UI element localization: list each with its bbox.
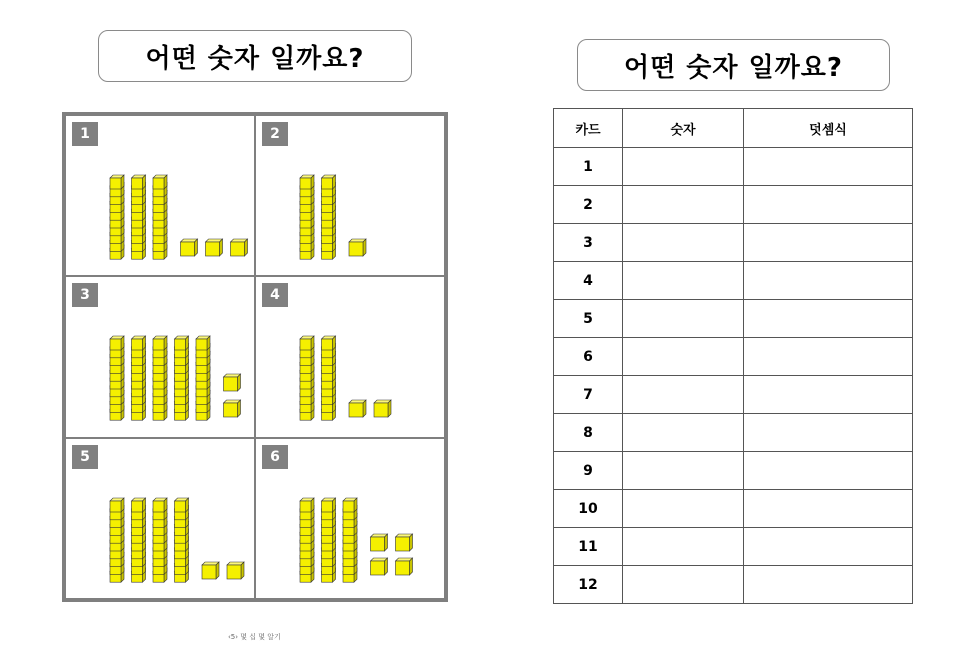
one-cube (227, 562, 244, 579)
ten-rod (300, 336, 314, 420)
one-cube (374, 400, 391, 417)
row-card-label: 11 (554, 528, 623, 566)
left-title: 어떤 숫자 일까요? (145, 43, 365, 74)
ten-rod (132, 498, 146, 582)
addition-answer-cell[interactable] (744, 262, 913, 300)
ten-rod (300, 175, 314, 259)
card-number-badge: 5 (72, 445, 98, 469)
ten-rod (132, 336, 146, 420)
one-cube (224, 400, 241, 417)
table-header-row (554, 109, 913, 148)
number-answer-cell[interactable] (623, 300, 744, 338)
number-answer-cell[interactable] (623, 376, 744, 414)
table-row (554, 186, 913, 224)
row-card-label: 12 (554, 566, 623, 604)
one-cube (224, 374, 241, 391)
card-number-badge: 1 (72, 122, 98, 146)
table-row (554, 414, 913, 452)
row-card-label: 8 (554, 414, 623, 452)
row-card-label: 2 (554, 186, 623, 224)
ten-rod (110, 175, 124, 259)
row-card-label: 6 (554, 338, 623, 376)
row-card-label: 3 (554, 224, 623, 262)
one-cube (349, 400, 366, 417)
card-4 (255, 276, 445, 437)
number-answer-cell[interactable] (623, 528, 744, 566)
table-row (554, 300, 913, 338)
row-card-label: 7 (554, 376, 623, 414)
base-ten-blocks (66, 277, 257, 439)
addition-answer-cell[interactable] (744, 338, 913, 376)
header-card: 카드 (554, 109, 623, 148)
row-card-label: 9 (554, 452, 623, 490)
table-row (554, 376, 913, 414)
ten-rod (300, 498, 314, 582)
right-title: 어떤 숫자 일까요? (624, 52, 843, 83)
ten-rod (322, 498, 336, 582)
number-answer-cell[interactable] (623, 566, 744, 604)
addition-answer-cell[interactable] (744, 300, 913, 338)
card-5 (65, 438, 255, 599)
addition-answer-cell[interactable] (744, 376, 913, 414)
ten-rod (175, 336, 189, 420)
page-footer: ‹5› 몇 십 몇 알기 (228, 633, 281, 641)
row-card-label: 5 (554, 300, 623, 338)
one-cube (231, 239, 248, 256)
card-2 (255, 115, 445, 276)
addition-answer-cell[interactable] (744, 566, 913, 604)
number-answer-cell[interactable] (623, 414, 744, 452)
one-cube (396, 534, 413, 551)
card-grid (62, 112, 448, 602)
row-card-label: 10 (554, 490, 623, 528)
table-row (554, 262, 913, 300)
one-cube (206, 239, 223, 256)
one-cube (371, 534, 388, 551)
number-answer-cell[interactable] (623, 338, 744, 376)
ten-rod (322, 175, 336, 259)
card-number-badge: 2 (262, 122, 288, 146)
ten-rod (110, 336, 124, 420)
one-cube (371, 558, 388, 575)
base-ten-blocks (256, 439, 447, 601)
ten-rod (153, 175, 167, 259)
ten-rod (153, 336, 167, 420)
ten-rod (153, 498, 167, 582)
answer-table-body (554, 148, 913, 604)
header-addition: 덧셈식 (744, 109, 913, 148)
ten-rod (175, 498, 189, 582)
addition-answer-cell[interactable] (744, 490, 913, 528)
base-ten-blocks (66, 116, 257, 278)
addition-answer-cell[interactable] (744, 414, 913, 452)
number-answer-cell[interactable] (623, 490, 744, 528)
one-cube (202, 562, 219, 579)
table-row (554, 338, 913, 376)
ten-rod (110, 498, 124, 582)
table-row (554, 490, 913, 528)
right-title-box (577, 39, 890, 91)
table-row (554, 566, 913, 604)
one-cube (396, 558, 413, 575)
ten-rod (343, 498, 357, 582)
card-number-badge: 6 (262, 445, 288, 469)
addition-answer-cell[interactable] (744, 452, 913, 490)
table-row (554, 452, 913, 490)
row-card-label: 4 (554, 262, 623, 300)
left-title-box (98, 30, 412, 82)
table-row (554, 224, 913, 262)
addition-answer-cell[interactable] (744, 148, 913, 186)
one-cube (181, 239, 198, 256)
card-1 (65, 115, 255, 276)
row-card-label: 1 (554, 148, 623, 186)
number-answer-cell[interactable] (623, 262, 744, 300)
card-3 (65, 276, 255, 437)
number-answer-cell[interactable] (623, 224, 744, 262)
one-cube (349, 239, 366, 256)
card-number-badge: 3 (72, 283, 98, 307)
number-answer-cell[interactable] (623, 186, 744, 224)
answer-table (553, 108, 913, 604)
base-ten-blocks (256, 116, 447, 278)
card-number-badge: 4 (262, 283, 288, 307)
ten-rod (322, 336, 336, 420)
card-6 (255, 438, 445, 599)
base-ten-blocks (66, 439, 257, 601)
addition-answer-cell[interactable] (744, 528, 913, 566)
table-row (554, 148, 913, 186)
base-ten-blocks (256, 277, 447, 439)
ten-rod (196, 336, 210, 420)
number-answer-cell[interactable] (623, 148, 744, 186)
ten-rod (132, 175, 146, 259)
header-number: 숫자 (623, 109, 744, 148)
addition-answer-cell[interactable] (744, 186, 913, 224)
addition-answer-cell[interactable] (744, 224, 913, 262)
table-row (554, 528, 913, 566)
number-answer-cell[interactable] (623, 452, 744, 490)
